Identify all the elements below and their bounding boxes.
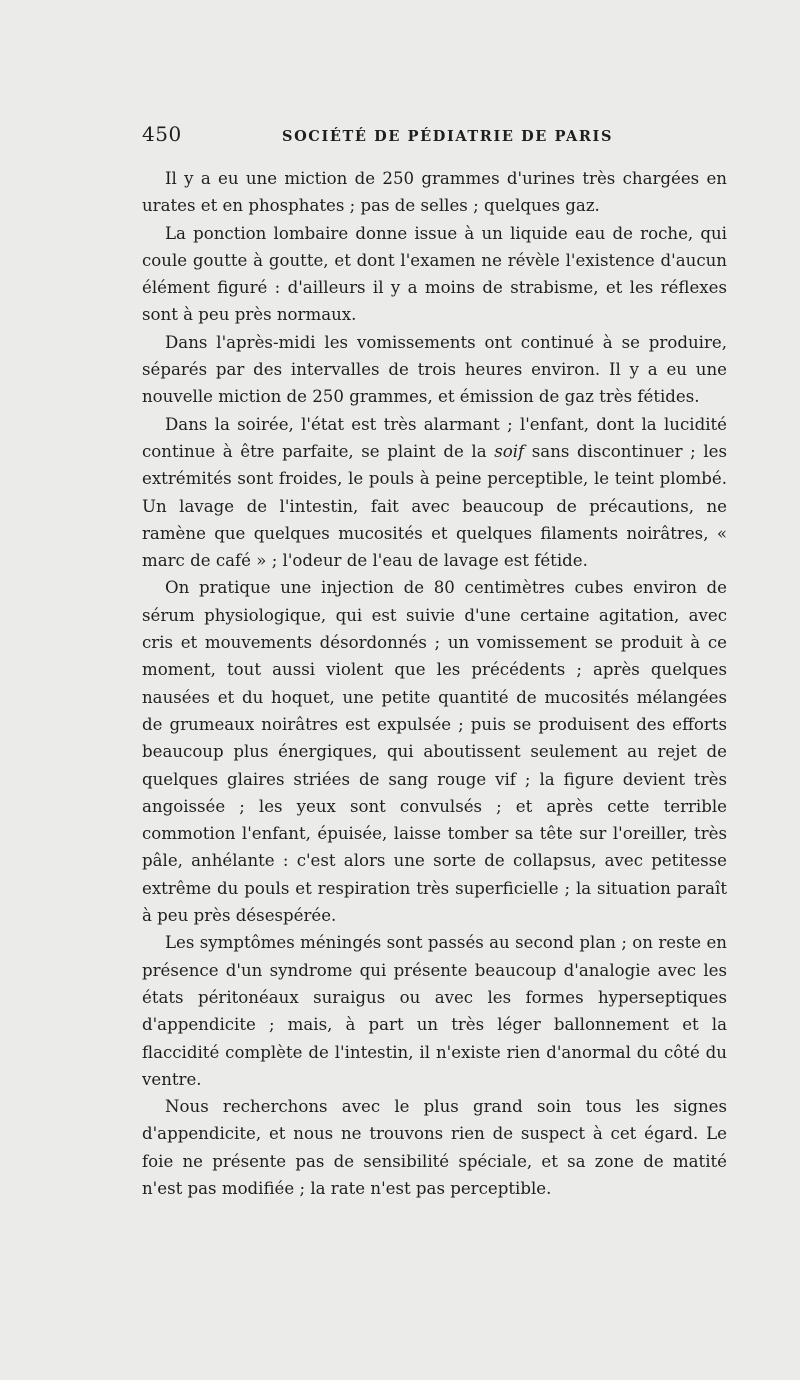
page-number: 450 (142, 122, 182, 146)
paragraph-text: sans discontinuer ; les extrémités sont froides, le pouls à peine perceptible, le teint plombé. Un lavage de l'intestin, fait avec beaucoup de précautions, ne ramène que quelques mucosités et quelques filaments noirâtres, « marc de café » ; l'odeur de l'eau de lavage est fétide. (142, 441, 727, 571)
body-text (142, 165, 727, 1202)
paragraph: La ponction lombaire donne issue à un liquide eau de roche, qui coule goutte à goutte, et dont l'examen ne révèle l'existence d'aucun élément figuré : d'ailleurs il y a moins de strabisme, et les réflexes sont à peu près normaux. (142, 223, 727, 325)
paragraph: Les symptômes méningés sont passés au second plan ; on reste en présence d'un syndrome qui présente beaucoup d'analogie avec les états péritonéaux suraigus ou avec les formes hyperseptiques d'appendicite ; mais, à part un très léger ballonnement et la flaccidité complète de l'intestin, il n'existe rien d'anormal du côté du ventre. (142, 933, 727, 1089)
paragraph: Il y a eu une miction de 250 grammes d'urines très chargées en urates et en phosphates ; pas de selles ; quelques gaz. (142, 169, 727, 216)
page-header (142, 122, 727, 152)
paragraph-text: Dans la soirée, l'état est très alarmant ; l'enfant, dont la lucidité continue à être parfaite, se plaint de la (142, 414, 727, 461)
paragraph: On pratique une injection de 80 centimètres cubes environ de sérum physiologique, qui est suivie d'une certaine agitation, avec cris et mouvements désordonnés ; un vomissement se produit à ce moment, tout aussi violent que les précédents ; après quelques nausées et du hoquet, une petite quantité de mucosités mélangées de grumeaux noirâtres est expulsée ; puis se produisent des efforts beaucoup plus énergiques, qui aboutissent seulement au rejet de quelques glaires striées de sang rouge vif ; la figure devient très angoissée ; les yeux sont convulsés ; et après cette terrible commotion l'enfant, épuisée, laisse tomber sa tête sur l'oreiller, très pâle, anhélante : c'est alors une sorte de collapsus, avec petitesse extrême du pouls et respiration très superficielle ; la situation paraît à peu près désespérée. (142, 578, 727, 926)
paragraph: Nous recherchons avec le plus grand soin tous les signes d'appendicite, et nous ne trouvons rien de suspect à cet égard. Le foie ne présente pas de sensibilité spéciale, et sa zone de matité n'est pas modifiée ; la rate n'est pas perceptible. (142, 1097, 727, 1198)
emphasis-word: soif (494, 441, 525, 461)
paragraph (142, 411, 727, 575)
running-title: SOCIÉTÉ DE PÉDIATRIE DE PARIS (282, 128, 614, 145)
paragraph: Dans l'après-midi les vomissements ont continué à se produire, séparés par des intervalles de trois heures environ. Il y a eu une nouvelle miction de 250 grammes, et émission de gaz très fétides. (142, 332, 727, 407)
